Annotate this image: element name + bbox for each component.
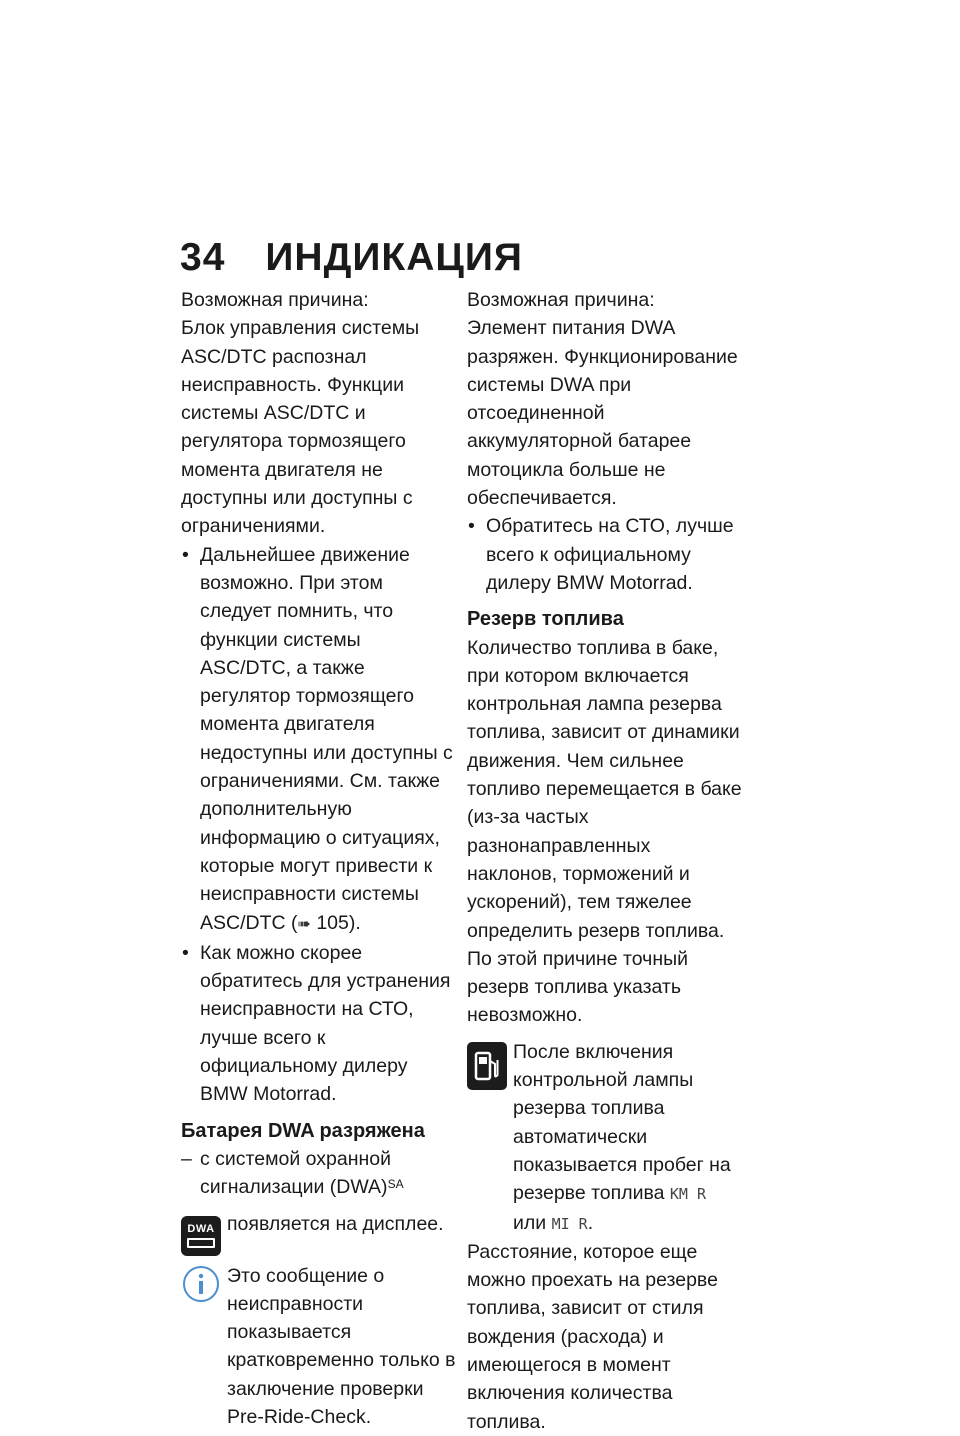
dwa-condition — [181, 1145, 457, 1202]
cause-label: Возможная причина: — [181, 289, 369, 311]
cause-text: Элемент питания DWA разряжен. Функционирование системы DWA при отсоединенной аккумуляторной батарее мотоцикла больше не обеспечивается. — [467, 317, 738, 510]
fuel-reserve-icon — [467, 1042, 507, 1090]
dwa-condition-text: с системой охранной сигнализации (DWA) — [200, 1147, 392, 1199]
bullet-item: • Как можно скорее обратитесь для устранения неисправности на СТО, лучше всего к официальному дилеру BMW Motorrad. — [181, 939, 457, 1109]
km-r-label: KM R — [669, 1185, 706, 1204]
page-reference-arrow-icon: ➠ — [297, 915, 311, 933]
page-reference: 105). — [316, 911, 361, 934]
page-header — [180, 236, 523, 280]
fuel-pump-icon — [474, 1051, 500, 1081]
mi-r-label: MI R — [551, 1214, 588, 1233]
or-word: или — [513, 1211, 547, 1234]
dwa-display-text: появляется на дисплее. — [227, 1212, 444, 1235]
dwa-icon-label: DWA — [187, 1223, 215, 1235]
dwa-display-block — [181, 1210, 457, 1256]
dwa-battery-icon — [181, 1216, 221, 1256]
info-text: Это сообщение о неисправности показывается кратковременно только в заключение проверки Pre-Ride-Check. — [227, 1264, 456, 1428]
cause-label: Возможная причина: — [467, 289, 655, 311]
sa-superscript: SA — [387, 1177, 404, 1192]
bullet-text: Дальнейшее движение возможно. При этом следует помнить, что функции системы ASC/DTC, а также регулятор тормозящего момента двигателя недоступны или доступны с ограничениями. См. также дополнительную информацию о ситуациях, которые могут привести к неисправности системы ASC/DTC ( — [200, 543, 453, 934]
fuel-text: Количество топлива в баке, при котором включается контрольная лампа резерва топлива, зависит от динамики движения. Чем сильнее топливо перемещается в баке (из-за частых разнонаправленных наклонов, торможений и ускорений), тем тяжелее определить резерв топлива. По этой причине точный резерв топлива указать невозможно. — [467, 636, 742, 1027]
info-icon — [181, 1264, 221, 1304]
bullet-item — [181, 541, 457, 939]
right-column — [467, 286, 743, 1436]
page-number: 34 — [180, 236, 226, 279]
left-column — [181, 286, 457, 1431]
section-title: ИНДИКАЦИЯ — [265, 236, 523, 279]
dwa-heading: Батарея DWA разряжена — [181, 1119, 425, 1142]
fuel-heading: Резерв топлива — [467, 608, 624, 631]
battery-shape — [187, 1238, 215, 1248]
info-block — [181, 1264, 457, 1432]
distance-text: Расстояние, которое еще можно проехать на резерве топлива, зависит от стиля вождения (расхода) и имеющегося в момент включения количества топлива. — [467, 1240, 718, 1433]
period: . — [587, 1211, 594, 1234]
fuel-lamp-text-a: После включения контрольной лампы резерва топлива автоматически показывается пробег на резерве топлива — [513, 1040, 731, 1205]
fuel-lamp-text — [513, 1038, 743, 1238]
bullet-item: • Обратитесь на СТО, лучше всего к официальному дилеру BMW Motorrad. — [467, 512, 743, 597]
fuel-lamp-block — [467, 1038, 743, 1238]
cause-text: Блок управления системы ASC/DTC распознал неисправность. Функции системы ASC/DTC и регулятора тормозящего момента двигателя не доступны или доступны с ограничениями. — [181, 317, 420, 538]
